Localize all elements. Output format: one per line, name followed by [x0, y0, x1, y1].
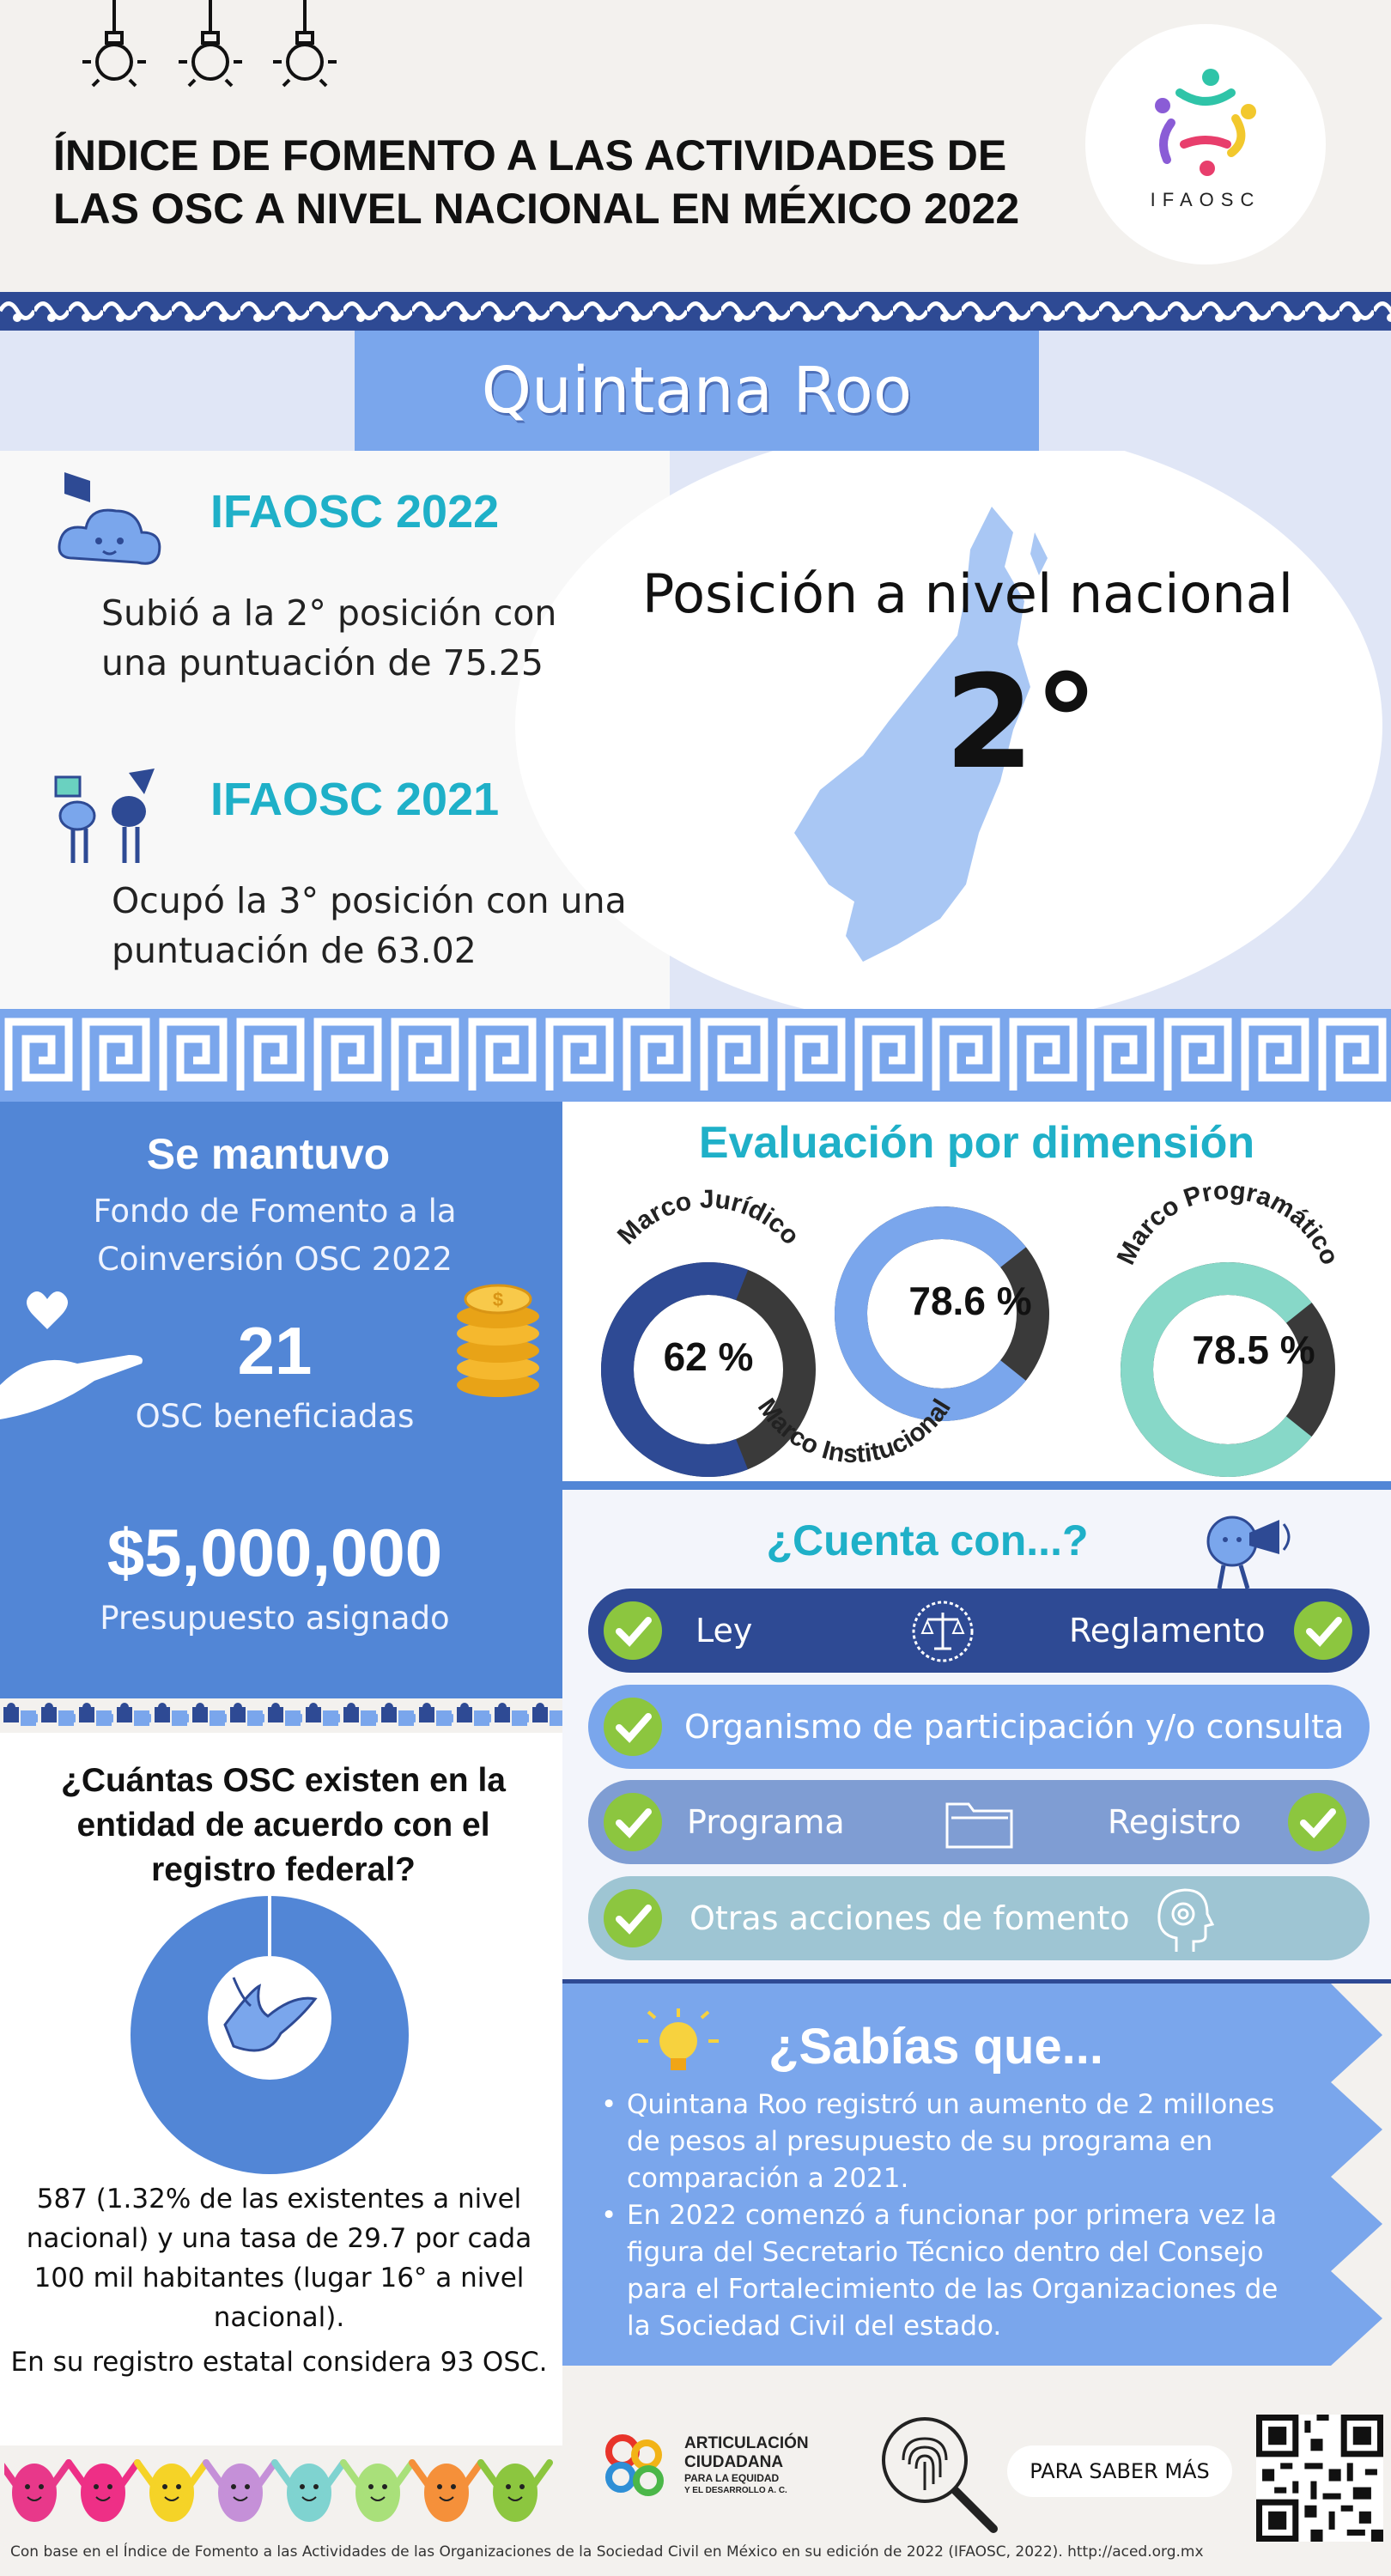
checklist-title: ¿Cuenta con...? — [766, 1516, 1089, 1564]
character-icon — [69, 2463, 137, 2522]
osc-beneficiaries-count: 21 — [237, 1313, 313, 1388]
decorative-pattern-band — [0, 292, 1391, 331]
aced-line-1: ARTICULACIÓN — [684, 2434, 809, 2452]
title-line-1: ÍNDICE DE FOMENTO A LAS ACTIVIDADES DE — [53, 131, 1007, 179]
light-bulb-icon — [266, 0, 343, 103]
decorative-characters-row — [4, 2445, 562, 2540]
ifaosc-2022-line-1: Subió a la 2° posición con — [101, 592, 557, 634]
ifaosc-logo-figures-icon — [1145, 58, 1266, 179]
checklist-row-otras-acciones — [588, 1876, 1370, 1960]
page-title — [53, 129, 1066, 235]
megaphone-character-icon — [1198, 1507, 1301, 1593]
registry-question: ¿Cuántas OSC existen en la entidad de acuerdo con el registro federal? — [61, 1762, 506, 1888]
decorative-zigzag-edge — [1331, 1984, 1391, 2366]
fingerprint-magnifier-icon — [873, 2409, 1002, 2537]
dimensions-title: Evaluación por dimensión — [698, 1118, 1255, 1168]
checklist-item-otras-acciones: Otras acciones de fomento — [689, 1899, 1130, 1937]
title-line-2: LAS OSC A NIVEL NACIONAL EN MÉXICO 2022 — [53, 185, 1020, 233]
aced-line-4: Y EL DESARROLLO A. C. — [684, 2486, 787, 2495]
dimension-value-institucional: 78.6 % — [908, 1279, 1032, 1323]
registry-pie-dove-icon — [131, 1896, 410, 2175]
check-icon — [1288, 1793, 1346, 1851]
ifaosc-2021-description — [112, 876, 627, 975]
footer-section — [562, 2366, 1391, 2537]
dimension-name-programatico: Marco Programático — [1111, 1176, 1345, 1269]
ranking-section — [0, 451, 1391, 1009]
aced-logo-text — [684, 2434, 809, 2496]
check-icon — [604, 1601, 662, 1660]
check-icon — [604, 1698, 662, 1756]
national-position-label: Posición a nivel nacional — [642, 562, 1293, 625]
checklist-section — [562, 1490, 1391, 1979]
section-divider — [562, 1481, 1391, 1490]
checklist-row-programa-registro — [588, 1780, 1370, 1864]
state-name: Quintana Roo — [481, 354, 913, 428]
fund-panel — [0, 1102, 562, 1698]
light-bulb-idea-icon — [631, 2005, 726, 2082]
character-icon — [481, 2463, 550, 2522]
character-icon — [206, 2463, 275, 2522]
aced-line-2: CIUDADANA — [684, 2453, 784, 2471]
ifaosc-2021-line-1: Ocupó la 3° posición con una — [112, 880, 627, 921]
check-icon — [604, 1889, 662, 1947]
qr-code-icon[interactable] — [1256, 2415, 1383, 2542]
registry-section — [0, 1733, 562, 2445]
character-icon — [4, 2463, 69, 2522]
checklist-item-reglamento: Reglamento — [1069, 1612, 1266, 1649]
justice-scale-icon — [910, 1599, 975, 1664]
ifaosc-2022-line-2: una puntuación de 75.25 — [101, 642, 544, 683]
aced-line-3: PARA LA EQUIDAD — [684, 2472, 780, 2484]
did-you-know-section — [562, 1984, 1391, 2366]
header — [0, 0, 1391, 292]
did-you-know-list — [601, 2087, 1297, 2345]
hands-money-icon — [52, 760, 163, 872]
character-icon — [412, 2463, 481, 2522]
dimensions-section — [562, 1102, 1391, 1484]
folder-icon — [945, 1795, 1015, 1850]
ifaosc-2021-line-2: puntuación de 63.02 — [112, 930, 477, 971]
check-icon — [1294, 1601, 1352, 1660]
fund-name: Fondo de Fomento a la Coinversión OSC 2022 — [93, 1193, 457, 1278]
checklist-item-registro: Registro — [1108, 1803, 1242, 1841]
check-icon — [604, 1793, 662, 1851]
decorative-puzzle-band — [0, 1700, 562, 1733]
registry-state-count: En su registro estatal considera 93 OSC. — [10, 2347, 548, 2378]
decorative-greek-key-band — [0, 1009, 1391, 1102]
fact-item: • En 2022 comenzó a funcionar por primera vez la figura del Secretario Técnico dentro del Consejo para el Fortalecimiento de las Organizaciones de la Sociedad Civil del estado. — [601, 2197, 1297, 2345]
character-icon — [343, 2463, 412, 2522]
national-position-value: 2° — [945, 648, 1099, 798]
state-banner — [355, 331, 1039, 451]
ifaosc-2021-title: IFAOSC 2021 — [210, 774, 500, 825]
learn-more-button[interactable]: PARA SABER MÁS — [1007, 2445, 1232, 2497]
osc-beneficiaries-label: OSC beneficiadas — [135, 1398, 415, 1435]
cloud-megaphone-icon — [56, 464, 167, 575]
registry-answer: 587 (1.32% de las existentes a nivel nacional) y una tasa de 29.7 por cada 100 mil habitantes (lugar 16° a nivel nacional). — [26, 2184, 532, 2333]
ifaosc-2022-title: IFAOSC 2022 — [210, 486, 500, 538]
dimension-name-juridico: Marco Jurídico — [612, 1185, 805, 1251]
logo-text: IFAOSC — [1150, 189, 1261, 210]
aced-logo-icon — [597, 2426, 674, 2503]
dimension-value-programatico: 78.5 % — [1192, 1327, 1315, 1372]
ifaosc-2022-description — [101, 588, 556, 688]
did-you-know-title: ¿Sabías que... — [768, 2019, 1103, 2075]
checklist-item-ley: Ley — [696, 1612, 753, 1649]
ifaosc-logo — [1085, 24, 1326, 264]
source-credits: Con base en el Índice de Fomento a las Actividades de las Organizaciones de la Sociedad Civil en México en su edición de 2022 (IFAOSC, 2022). http://aced.org.mx — [10, 2543, 1204, 2561]
budget-label: Presupuesto asignado — [100, 1600, 450, 1637]
svg-text:$: $ — [492, 1289, 504, 1310]
character-icon — [137, 2463, 206, 2522]
dimension-name-institucional: Marco Institucional — [751, 1393, 957, 1469]
checklist-item-programa: Programa — [687, 1803, 845, 1841]
checklist-row-ley-reglamento — [588, 1589, 1370, 1673]
character-icon — [275, 2463, 343, 2522]
dimension-value-juridico: 62 % — [663, 1334, 754, 1379]
head-idea-icon — [1151, 1885, 1216, 1953]
checklist-row-organismo — [588, 1685, 1370, 1769]
fund-status-title: Se mantuvo — [146, 1130, 391, 1178]
light-bulb-icon — [76, 0, 153, 103]
checklist-item-organismo: Organismo de participación y/o consulta — [684, 1708, 1345, 1746]
fact-item: • Quintana Roo registró un aumento de 2 millones de pesos al presupuesto de su programa en comparación a 2021. — [601, 2087, 1297, 2197]
light-bulb-icon — [172, 0, 249, 103]
budget-amount: $5,000,000 — [106, 1515, 443, 1590]
